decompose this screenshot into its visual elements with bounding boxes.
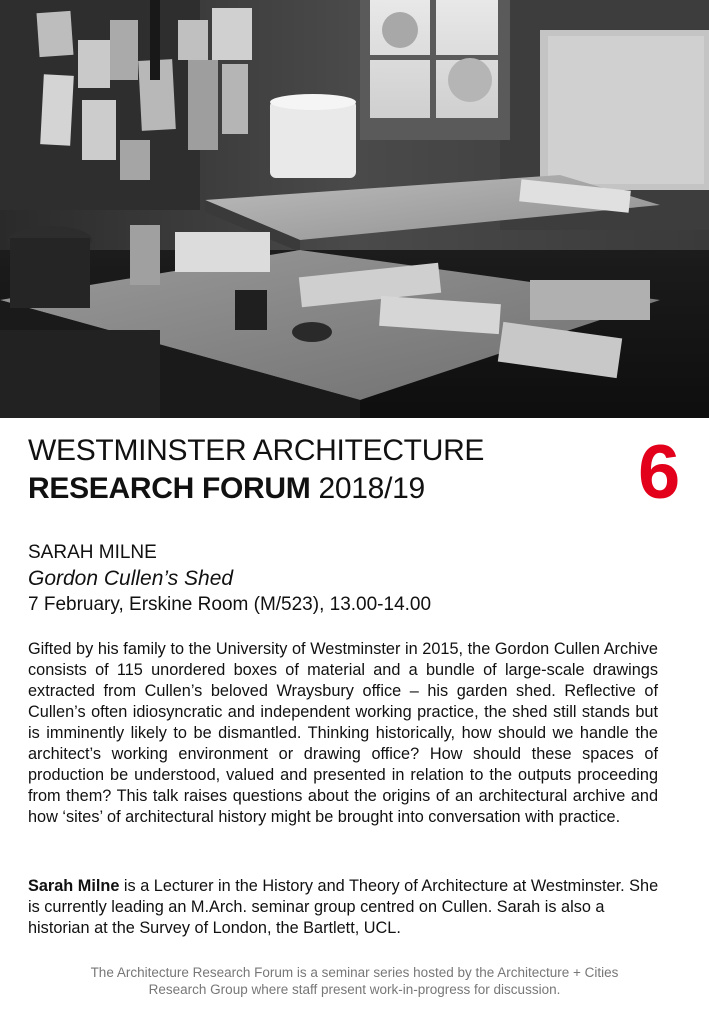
abstract-paragraph: Gifted by his family to the University of Westminster in 2015, the Gordon Cullen Archive consists of 115 unordered boxes of material and a bundle of large-scale drawings extracted from Cullen’s beloved Wraysbury office – his garden shed. Reflective of Cullen’s often idiosyncratic and independent working practice, the shed still stands but is imminently likely to be dismantled. Thinking historically, how should we handle the architect’s working environment or drawing office? How should these spaces of production be understood, valued and presented in relation to the outputs proceeding from them? This talk raises questions about the origins of an architectural archive and how ‘sites’ of architectural history might be brought into conversation with practice. — [28, 640, 658, 826]
footer-line1: The Architecture Research Forum is a seminar series hosted by the Architecture + Cities — [90, 965, 619, 980]
header-photo-drawing-office — [0, 0, 709, 418]
event-details: 7 February, Erskine Room (M/523), 13.00-14.00 — [28, 594, 432, 615]
forum-title-line1: WESTMINSTER ARCHITECTURE — [28, 434, 485, 467]
footer-note — [0, 964, 709, 998]
forum-title-bold: RESEARCH FORUM — [28, 472, 311, 505]
issue-number: 6 — [638, 430, 681, 515]
talk-title: Gordon Cullen’s Shed — [28, 567, 234, 590]
bio-name: Sarah Milne — [28, 877, 120, 895]
speaker-bio — [28, 876, 668, 939]
bio-text: is a Lecturer in the History and Theory of Architecture at Westminster. She is currently leading an M.Arch. seminar group centred on Cullen. Sarah is also a historian at the Survey of London, the Bartlett, UCL. — [28, 877, 659, 937]
forum-year: 2018/19 — [318, 472, 425, 505]
footer-line2: Research Group where staff present work-in-progress for discussion. — [148, 982, 561, 997]
forum-title-line2 — [28, 472, 425, 506]
speaker-name: SARAH MILNE — [28, 542, 157, 563]
